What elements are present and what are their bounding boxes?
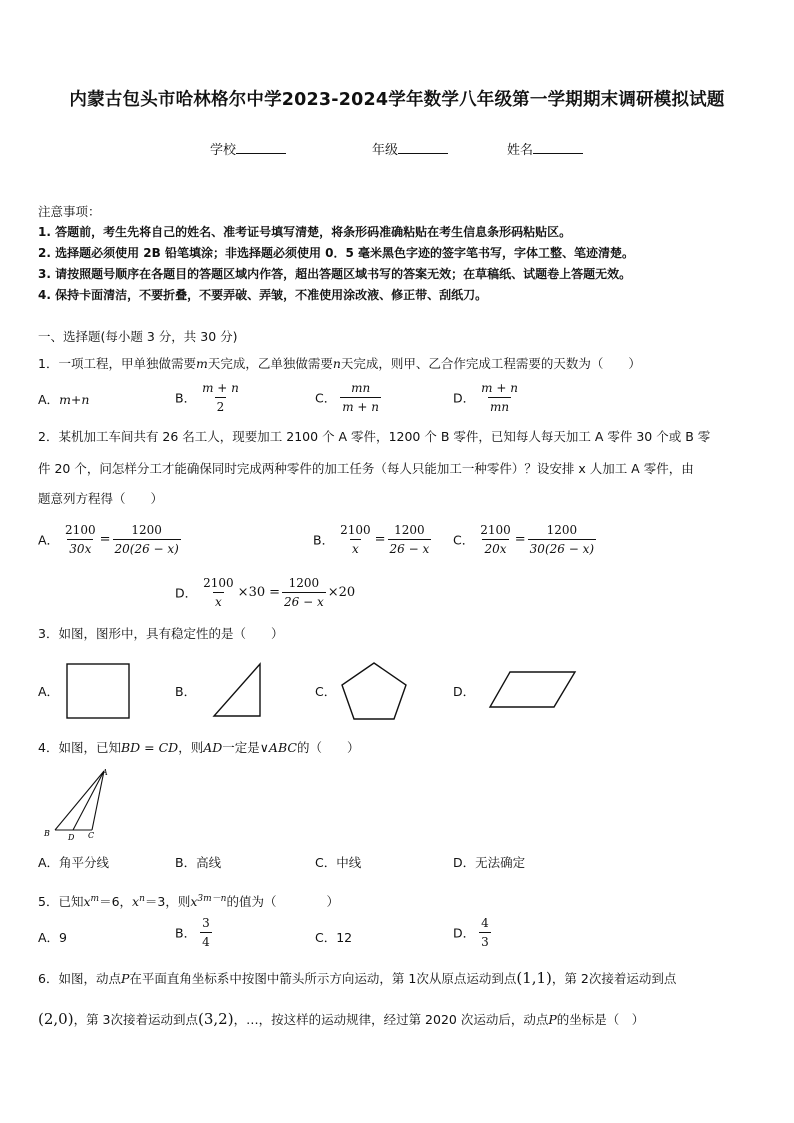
fraction — [200, 916, 212, 949]
q4-expr: BD = CD — [120, 740, 179, 755]
q6-text: ，第 2次接着运动到点 — [551, 971, 677, 986]
numerator: 2100 — [480, 523, 511, 537]
q5-option-a[interactable]: A．9 — [38, 930, 68, 945]
q6-var-p: P — [120, 971, 130, 986]
note-item: 1. 答题前，考生先将自己的姓名、准考证号填写清楚，将条形码准确粘贴在考生信息条形码粘贴区。 — [38, 225, 572, 239]
q4-option-a[interactable]: A．角平分线 — [38, 855, 110, 870]
fraction — [201, 576, 236, 609]
page-title: 内蒙古包头市哈林格尔中学2023-2024学年数学八年级第一学期期末调研模拟试题 — [69, 90, 725, 110]
q6-text: ，第 3次接着运动到点 — [73, 1012, 198, 1027]
q5-text: ＝6， — [99, 894, 133, 910]
equals-sign: = — [269, 585, 281, 600]
q1-option-c[interactable] — [315, 381, 381, 414]
grade-blank[interactable] — [398, 141, 448, 154]
q4-option-d[interactable]: D．无法确定 — [453, 855, 526, 870]
note-item: 3. 请按照题号顺序在各题目的答题区域内作答，超出答题区域书写的答案无效；在草稿纸、试题卷上答题无效。 — [38, 267, 632, 281]
parallelogram-figure — [488, 669, 578, 711]
question-5-stem — [38, 891, 339, 910]
triangle-abc-figure — [38, 766, 118, 842]
option-label: D． — [175, 585, 198, 601]
q5-exp: n — [139, 894, 145, 904]
denominator: m + n — [340, 397, 381, 414]
option-expr: m+n — [59, 392, 90, 407]
q4-option-b[interactable]: B．高线 — [175, 855, 222, 870]
q2-option-a[interactable] — [38, 523, 181, 556]
fraction — [479, 916, 491, 949]
q6-text: 的坐标是（ ） — [556, 1012, 645, 1027]
denominator: x — [350, 539, 361, 556]
q6-point: (2,0) — [38, 1010, 74, 1028]
q6-text: ，…，按这样的运动规律，经过第 2020 次运动后，动点 — [233, 1012, 549, 1027]
q5-exp: m — [90, 894, 100, 904]
label-c: C — [88, 831, 95, 840]
q4-option-c[interactable]: C．中线 — [315, 855, 362, 870]
fraction — [282, 576, 326, 609]
section-heading: 一、选择题(每小题 3 分，共 30 分) — [38, 329, 238, 344]
note-item: 2. 选择题必须使用 2B 铅笔填涂；非选择题必须使用 0．5 毫米黑色字迹的签字笔书写，字体工整、笔迹清楚。 — [38, 246, 634, 260]
option-label: A． — [38, 532, 60, 548]
denominator: x — [213, 592, 224, 609]
q1-text: 1．一项工程，甲单独做需要 — [38, 356, 196, 371]
numerator: 1200 — [546, 523, 578, 537]
q4-text: 4．如图，已知 — [38, 740, 121, 755]
multiplier: ×30 — [237, 585, 266, 600]
q4-text: ，则 — [178, 740, 204, 755]
segment-ad — [73, 771, 104, 830]
fraction — [478, 523, 513, 556]
q1-text: 天完成，则甲、乙合作完成工程需要的天数为（ ） — [340, 356, 641, 371]
fraction — [63, 523, 98, 556]
q2-option-d[interactable] — [175, 576, 357, 609]
q6-point: (1,1) — [516, 969, 552, 987]
grade-label: 年级 — [372, 143, 399, 158]
fraction — [113, 523, 181, 556]
q3-option-a-label[interactable]: A． — [38, 684, 60, 699]
name-field — [507, 139, 583, 158]
q4-expr: ∨ABC — [259, 740, 297, 755]
q6-text: 6．如图，动点 — [38, 971, 121, 986]
fraction — [340, 381, 381, 414]
numerator: 1200 — [131, 523, 162, 537]
q5-option-d[interactable] — [453, 916, 491, 949]
fraction — [338, 523, 373, 556]
side-ac — [92, 771, 104, 830]
q2-option-c[interactable] — [453, 523, 596, 556]
q5-var: x — [190, 894, 198, 910]
square-figure — [66, 663, 130, 719]
q1-option-a[interactable] — [38, 390, 89, 408]
q6-point: (3,2) — [198, 1010, 234, 1028]
name-blank[interactable] — [533, 141, 583, 154]
q3-option-d-label[interactable]: D． — [453, 684, 476, 699]
name-label: 姓名 — [507, 143, 534, 158]
denominator: 30x — [67, 539, 93, 556]
q1-text: 天完成，乙单独做需要 — [207, 356, 333, 371]
school-label: 学校 — [210, 143, 237, 158]
multiplier: ×20 — [327, 585, 356, 600]
denominator: mn — [488, 397, 511, 414]
option-label: C． — [453, 532, 475, 548]
denominator: 3 — [479, 932, 491, 949]
denominator: 20(26 − x) — [113, 539, 181, 556]
denominator: 20x — [482, 539, 508, 556]
question-2-stem-line: 题意列方程得（ ） — [38, 491, 164, 506]
numerator: 2100 — [340, 523, 371, 537]
q5-text: 的值为（ ） — [226, 894, 339, 910]
q4-expr: AD — [203, 740, 223, 755]
option-label: A． — [38, 392, 60, 407]
equals-sign: = — [514, 532, 526, 547]
q1-option-d[interactable] — [453, 381, 520, 414]
question-6-stem-line — [38, 1010, 644, 1028]
option-label: B． — [313, 532, 335, 548]
q5-option-b[interactable] — [175, 916, 212, 949]
school-field — [210, 139, 286, 158]
option-label: C． — [315, 390, 337, 406]
q3-option-c-label[interactable]: C． — [315, 684, 337, 699]
option-label: B． — [175, 925, 197, 941]
q5-exp: 3m－n — [197, 894, 227, 904]
label-b: B — [44, 829, 50, 838]
side-ab — [55, 771, 104, 830]
q1-var-m: m — [195, 356, 208, 371]
q3-option-b-label[interactable]: B． — [175, 684, 197, 699]
question-3-stem: 3．如图，图形中，具有稳定性的是（ ） — [38, 626, 284, 641]
numerator: 4 — [481, 916, 489, 930]
q5-text: 5．已知 — [38, 894, 84, 910]
grade-field — [372, 139, 448, 158]
fraction — [528, 523, 596, 556]
denominator: 30(26 − x) — [528, 539, 596, 556]
label-a: A — [102, 768, 108, 777]
question-4-stem — [38, 738, 359, 756]
numerator: 1200 — [288, 576, 320, 590]
equals-sign: = — [99, 532, 111, 547]
q1-option-b[interactable] — [175, 381, 241, 414]
equals-sign: = — [374, 532, 386, 547]
numerator: m + n — [481, 381, 518, 395]
q6-text: 在平面直角坐标系中按图中箭头所示方向运动，第 1次从原点运动到点 — [129, 971, 517, 986]
q1-var-n: n — [332, 356, 341, 371]
pentagon-figure — [340, 660, 410, 722]
q4-text: 的（ ） — [296, 740, 360, 755]
question-2-stem-line: 件 20 个，问怎样分工才能确保同时完成两种零件的加工任务（每人只能加工一种零件）？设安排 x 人加工 A 零件，由 — [38, 461, 694, 476]
question-1-stem — [38, 354, 641, 372]
question-2-stem-line: 2．某机加工车间共有 26 名工人，现要加工 2100 个 A 零件，1200 个 B 零件，已知每人每天加工 A 零件 30 个或 B 零 — [38, 429, 711, 444]
label-d: D — [68, 833, 75, 842]
numerator: mn — [351, 381, 371, 395]
denominator: 26 − x — [282, 592, 326, 609]
numerator: 2100 — [65, 523, 96, 537]
option-label: D． — [453, 925, 476, 941]
q5-var: x — [132, 894, 140, 910]
fraction — [388, 523, 432, 556]
triangle-figure — [212, 662, 264, 718]
note-item: 4. 保持卡面清洁，不要折叠，不要弄破、弄皱，不准使用涂改液、修正带、刮纸刀。 — [38, 288, 488, 302]
numerator: 2100 — [203, 576, 234, 590]
q2-option-b[interactable] — [313, 523, 431, 556]
q5-var: x — [83, 894, 91, 910]
school-blank[interactable] — [236, 141, 286, 154]
numerator: 1200 — [394, 523, 425, 537]
denominator: 4 — [200, 932, 212, 949]
question-6-stem-line — [38, 969, 676, 987]
option-label: B． — [175, 390, 197, 406]
fraction — [200, 381, 241, 414]
numerator: m + n — [202, 381, 239, 395]
q5-option-c[interactable]: C．12 — [315, 930, 353, 945]
q5-text: ＝3，则 — [144, 894, 191, 910]
fraction — [479, 381, 520, 414]
q4-text: 一定是 — [222, 740, 260, 755]
q6-var-p: P — [548, 1012, 557, 1027]
notes-heading: 注意事项： — [38, 204, 101, 219]
denominator: 26 − x — [388, 539, 432, 556]
numerator: 3 — [202, 916, 210, 930]
option-label: D． — [453, 390, 476, 406]
denominator: 2 — [215, 397, 227, 414]
